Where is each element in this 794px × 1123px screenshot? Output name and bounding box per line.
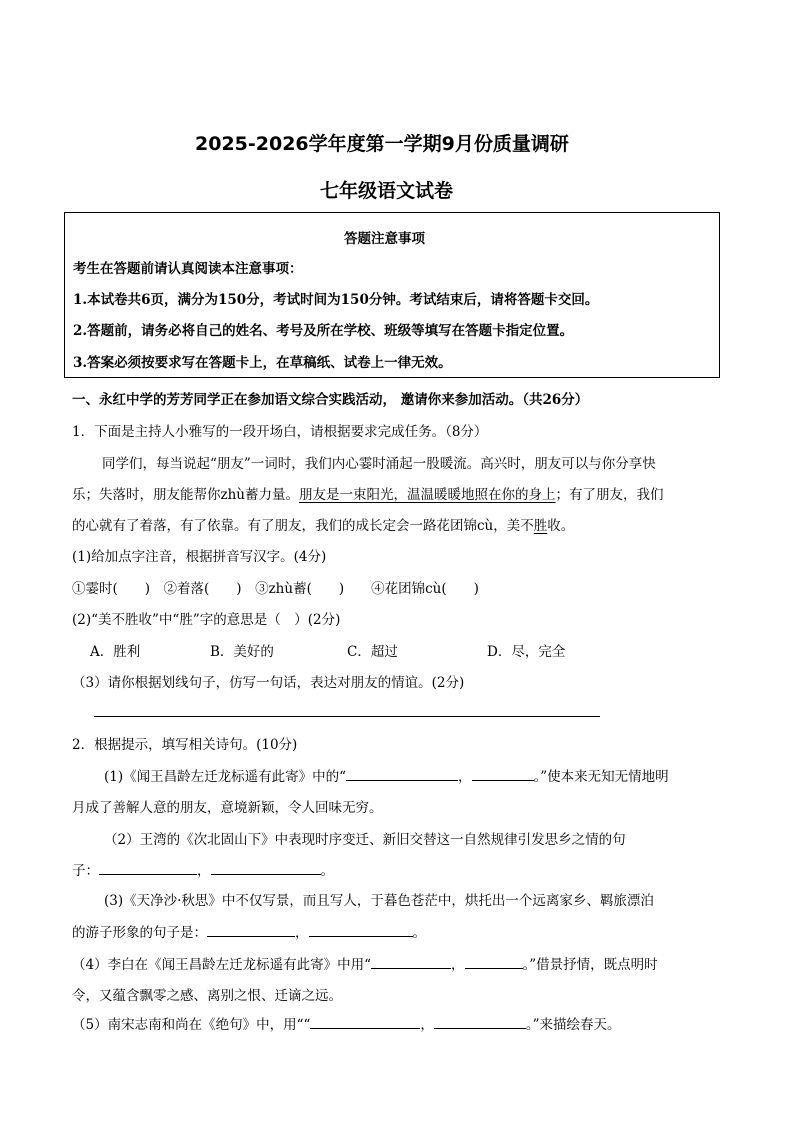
poem-prompt-line	[72, 921, 426, 941]
prompt-text: 。”借景抒情，既点明时	[522, 957, 658, 973]
page-title: 2025-2026学年度第一学期9月份质量调研	[195, 133, 569, 155]
passage-line	[72, 483, 664, 503]
prompt-text: ，	[451, 957, 465, 973]
prompt-text: 。	[412, 925, 426, 941]
sub-question: （3）请你根据划线句子，仿写一句话，表达对朋友的情谊。(2分)	[72, 675, 465, 691]
underlined-char: 胜	[533, 518, 548, 534]
prompt-text: （4）李白在《闻王昌龄左迁龙标遥有此寄》中用“	[72, 957, 371, 973]
prompt-text: 子：	[72, 863, 99, 879]
poem-prompt	[72, 1013, 621, 1033]
passage-text: ；有了朋友，我们	[555, 487, 664, 503]
answer-blank[interactable]	[434, 1016, 526, 1029]
option-d: D．尽，完全	[487, 644, 566, 660]
poem-prompt: (3)《天净沙·秋思》中不仅写景，而且写人，于暮色苍茫中，烘托出一个远离家乡、羁旅漂泊	[104, 893, 654, 909]
answer-blank[interactable]	[472, 768, 534, 781]
answer-line[interactable]	[94, 716, 600, 717]
prompt-text: 。”使本来无知无情地明	[533, 769, 669, 785]
passage-line: 同学们，每当说起“朋友”一词时，我们内心霎时涌起一股暖流。高兴时，朋友可以与你分享快	[102, 456, 656, 472]
prompt-text: ，	[197, 863, 211, 879]
answer-blank[interactable]	[99, 862, 197, 875]
poem-prompt	[104, 765, 669, 785]
answer-blank[interactable]	[310, 1016, 420, 1029]
notice-intro: 考生在答题前请认真阅读本注意事项：	[73, 261, 303, 277]
poem-prompt	[72, 953, 658, 973]
prompt-text: 。”来描绘春天。	[525, 1017, 621, 1033]
answer-blank[interactable]	[309, 924, 413, 937]
poem-prompt-line	[72, 859, 334, 879]
answer-blank[interactable]	[465, 956, 523, 969]
notice-item: 3.答案必须按要求写在答题卡上，在草稿纸、试卷上一律无效。	[73, 355, 452, 371]
section-heading: 一、永红中学的芳芳同学正在参加语文综合实践活动， 邀请你来参加活动。（共26分）	[72, 392, 589, 408]
notice-heading: 答题注意事项	[344, 231, 425, 247]
answer-blank[interactable]	[207, 924, 295, 937]
sub-question: (1)给加点字注音，根据拼音写汉字。(4分)	[72, 549, 327, 565]
prompt-text: ，	[420, 1017, 434, 1033]
answer-blank[interactable]	[346, 768, 458, 781]
poem-prompt-line: 月成了善解人意的朋友，意境新颖，令人回味无穷。	[72, 800, 383, 816]
prompt-text: 。	[320, 863, 334, 879]
prompt-text: ，	[458, 769, 472, 785]
page-subtitle: 七年级语文试卷	[320, 180, 454, 202]
question-stem: 2．根据提示，填写相关诗句。(10分)	[72, 737, 298, 753]
underlined-sentence: 朋友是一束阳光，温温暖暖地照在你的身上	[299, 487, 556, 503]
poem-prompt: （2）王湾的《次北固山下》中表现时序变迁、新旧交替这一自然规律引发思乡之情的句	[104, 832, 626, 848]
passage-line	[72, 514, 574, 534]
answer-blank[interactable]	[371, 956, 451, 969]
notice-item: 1.本试卷共6页，满分为150分，考试时间为150分钟。考试结束后，请将答题卡交回。	[73, 292, 599, 308]
answer-blank[interactable]	[211, 862, 321, 875]
passage-text: 乐；失落时，朋友能帮你zhù蓄力量。	[72, 487, 300, 503]
option-b: B．美好的	[210, 644, 274, 660]
option-c: C．超过	[347, 644, 398, 660]
sub-question: (2)“美不胜收”中“胜”字的意思是（ ）(2分)	[72, 612, 341, 628]
sub-question-items: ①霎时( ) ②着落( ) ③zhù蓄( ) ④花团锦cù( )	[72, 581, 479, 597]
question-stem: 1．下面是主持人小雅写的一段开场白，请根据要求完成任务。（8分）	[72, 424, 488, 440]
prompt-text: (1)《闻王昌龄左迁龙标遥有此寄》中的“	[104, 769, 347, 785]
passage-text: 收。	[547, 518, 575, 534]
prompt-text: ，	[295, 925, 309, 941]
passage-text: 的心就有了着落，有了依靠。有了朋友，我们的成长定会一路花团锦cù，美不	[72, 518, 534, 534]
option-a: A．胜利	[90, 644, 141, 660]
poem-prompt-line: 令，又蕴含飘零之感、离别之恨、迁谪之远。	[72, 988, 342, 1004]
prompt-text: （5）南宋志南和尚在《绝句》中，用““	[72, 1017, 311, 1033]
prompt-text: 的游子形象的句子是：	[72, 925, 207, 941]
notice-item: 2.答题前，请务必将自己的姓名、考号及所在学校、班级等填写在答题卡指定位置。	[73, 323, 574, 339]
